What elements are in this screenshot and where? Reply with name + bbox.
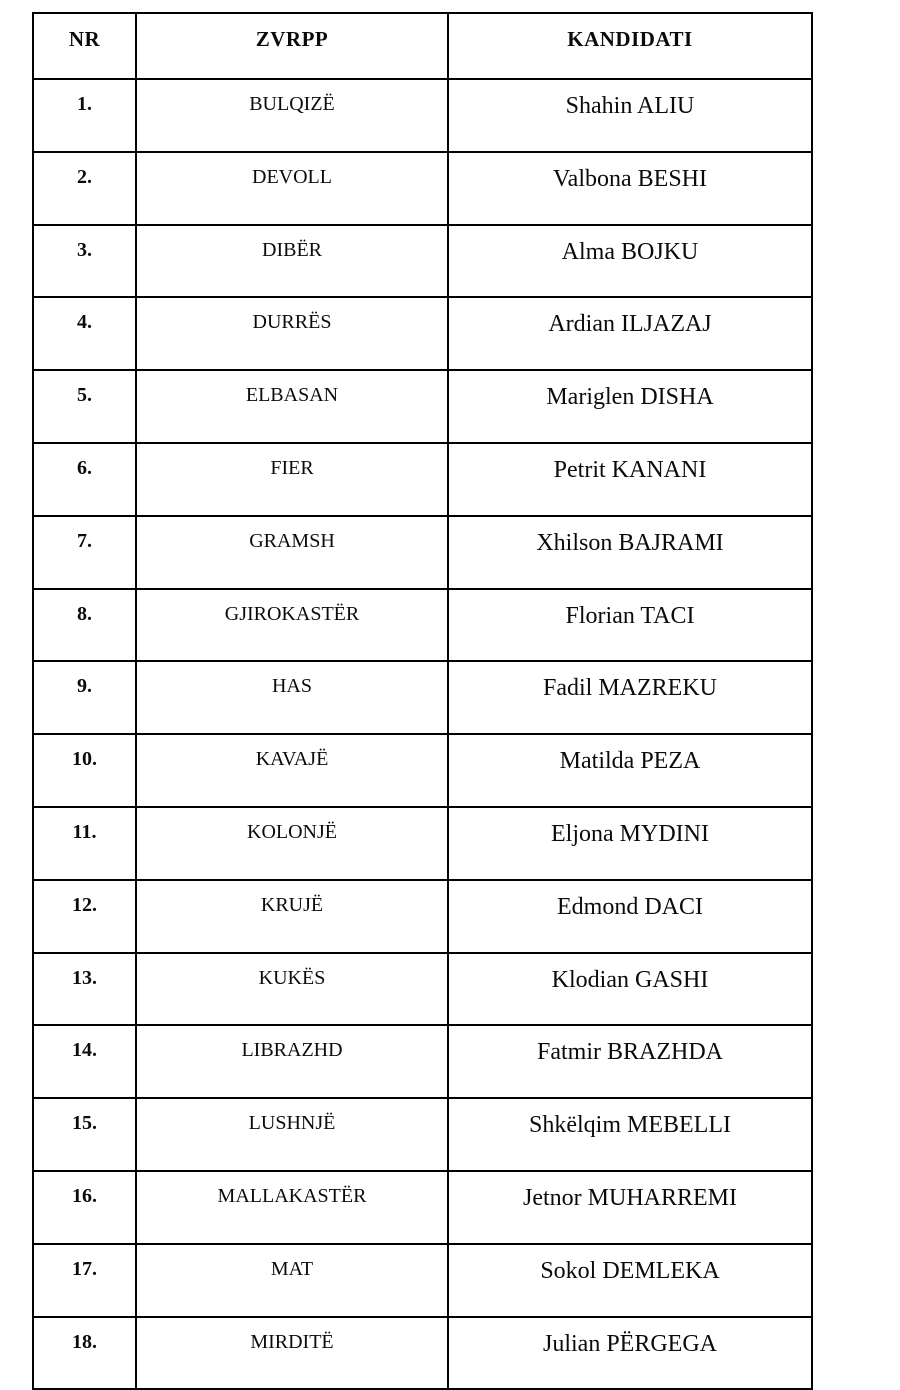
table-row (33, 589, 812, 662)
zvrpp-cell: MIRDITË (136, 1317, 448, 1390)
kandidati-cell: Xhilson BAJRAMI (448, 516, 812, 589)
zvrpp-cell: KOLONJË (136, 807, 448, 880)
column-header-kandidati: KANDIDATI (448, 13, 812, 79)
row-number-cell: 2. (33, 152, 136, 225)
row-number-cell: 4. (33, 297, 136, 370)
row-number-cell: 18. (33, 1317, 136, 1390)
row-number-cell: 9. (33, 661, 136, 734)
table-row (33, 152, 812, 225)
zvrpp-cell: ELBASAN (136, 370, 448, 443)
table-row (33, 516, 812, 589)
table-header (33, 13, 812, 79)
table-row (33, 225, 812, 298)
kandidati-cell: Edmond DACI (448, 880, 812, 953)
row-number-cell: 1. (33, 79, 136, 152)
candidates-table (32, 12, 813, 1390)
table-row (33, 297, 812, 370)
row-number-cell: 16. (33, 1171, 136, 1244)
row-number-cell: 17. (33, 1244, 136, 1317)
row-number-cell: 11. (33, 807, 136, 880)
kandidati-cell: Klodian GASHI (448, 953, 812, 1026)
kandidati-cell: Shkëlqim MEBELLI (448, 1098, 812, 1171)
kandidati-cell: Julian PËRGEGA (448, 1317, 812, 1390)
kandidati-cell: Sokol DEMLEKA (448, 1244, 812, 1317)
row-number-cell: 13. (33, 953, 136, 1026)
kandidati-cell: Mariglen DISHA (448, 370, 812, 443)
zvrpp-cell: DIBËR (136, 225, 448, 298)
column-header-zvrpp: ZVRPP (136, 13, 448, 79)
kandidati-cell: Fadil MAZREKU (448, 661, 812, 734)
zvrpp-cell: KAVAJË (136, 734, 448, 807)
table-row (33, 1025, 812, 1098)
zvrpp-cell: KUKËS (136, 953, 448, 1026)
table-row (33, 734, 812, 807)
kandidati-cell: Jetnor MUHARREMI (448, 1171, 812, 1244)
row-number-cell: 8. (33, 589, 136, 662)
zvrpp-cell: GJIROKASTËR (136, 589, 448, 662)
table-row (33, 807, 812, 880)
table-body (33, 79, 812, 1389)
table-row (33, 1098, 812, 1171)
zvrpp-cell: MALLAKASTËR (136, 1171, 448, 1244)
zvrpp-cell: HAS (136, 661, 448, 734)
row-number-cell: 3. (33, 225, 136, 298)
table-row (33, 370, 812, 443)
kandidati-cell: Valbona BESHI (448, 152, 812, 225)
zvrpp-cell: BULQIZË (136, 79, 448, 152)
table-row (33, 1244, 812, 1317)
row-number-cell: 14. (33, 1025, 136, 1098)
zvrpp-cell: DURRËS (136, 297, 448, 370)
zvrpp-cell: DEVOLL (136, 152, 448, 225)
table-row (33, 880, 812, 953)
zvrpp-cell: LUSHNJË (136, 1098, 448, 1171)
table-row (33, 1317, 812, 1390)
header-row (33, 13, 812, 79)
table-row (33, 953, 812, 1026)
row-number-cell: 5. (33, 370, 136, 443)
kandidati-cell: Fatmir BRAZHDA (448, 1025, 812, 1098)
table-row (33, 661, 812, 734)
row-number-cell: 15. (33, 1098, 136, 1171)
kandidati-cell: Florian TACI (448, 589, 812, 662)
row-number-cell: 12. (33, 880, 136, 953)
column-header-nr: NR (33, 13, 136, 79)
zvrpp-cell: GRAMSH (136, 516, 448, 589)
row-number-cell: 7. (33, 516, 136, 589)
kandidati-cell: Petrit KANANI (448, 443, 812, 516)
kandidati-cell: Ardian ILJAZAJ (448, 297, 812, 370)
kandidati-cell: Shahin ALIU (448, 79, 812, 152)
zvrpp-cell: LIBRAZHD (136, 1025, 448, 1098)
kandidati-cell: Eljona MYDINI (448, 807, 812, 880)
table-row (33, 443, 812, 516)
row-number-cell: 6. (33, 443, 136, 516)
kandidati-cell: Alma BOJKU (448, 225, 812, 298)
zvrpp-cell: KRUJË (136, 880, 448, 953)
zvrpp-cell: MAT (136, 1244, 448, 1317)
table-row (33, 79, 812, 152)
kandidati-cell: Matilda PEZA (448, 734, 812, 807)
table-row (33, 1171, 812, 1244)
zvrpp-cell: FIER (136, 443, 448, 516)
row-number-cell: 10. (33, 734, 136, 807)
